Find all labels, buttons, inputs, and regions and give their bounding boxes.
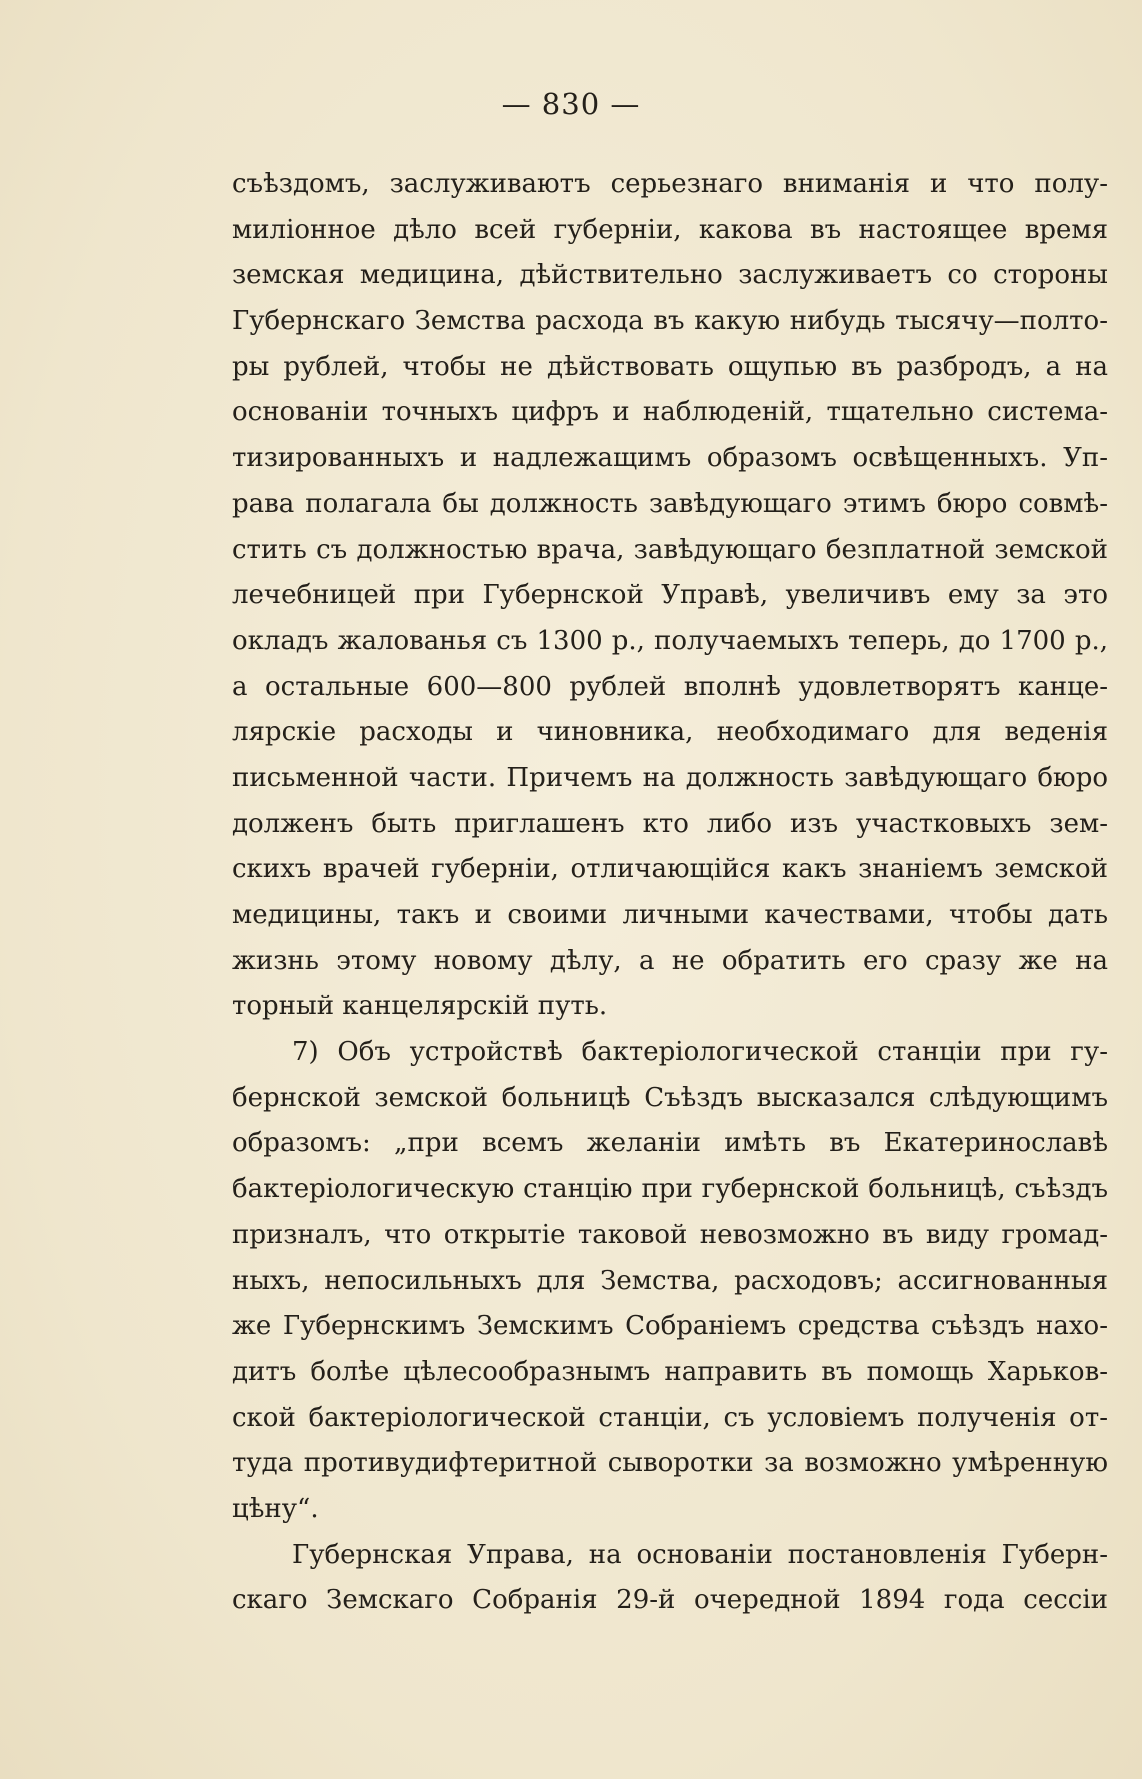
text-line: лечебницей при Губернской Управѣ, увеличивъ ему за это xyxy=(232,580,1108,611)
page-number: — 830 — xyxy=(501,87,641,121)
text-line: жизнь этому новому дѣлу, а не обратить его сразу же на xyxy=(232,945,1108,976)
text-line: туда противудифтеритной сыворотки за возможно умѣренную xyxy=(232,1448,1108,1479)
text-line: долженъ быть приглашенъ кто либо изъ участковыхъ зем- xyxy=(232,808,1108,839)
text-line: съѣздомъ, заслуживаютъ серьезнаго вниманія и что полу- xyxy=(232,169,1108,199)
text-line: стить съ должностью врача, завѣдующаго безплатной земской xyxy=(232,534,1108,565)
text-line: бактеріологическую станцію при губернской больницѣ, съѣздъ xyxy=(232,1174,1108,1205)
text-line: письменной части. Причемъ на должность завѣдующаго бюро xyxy=(232,762,1108,793)
text-line: тизированныхъ и надлежащимъ образомъ освѣщенныхъ. Уп- xyxy=(232,443,1108,474)
text-line: рава полагала бы должность завѣдующаго этимъ бюро совмѣ- xyxy=(232,488,1108,519)
text-line: Губернскаго Земства расхода въ какую нибудь тысячу—полто- xyxy=(232,306,1108,337)
text-line: медицины, такъ и своими личными качествами, чтобы дать xyxy=(232,900,1108,930)
text-line: торный канцелярскій путь. xyxy=(232,991,608,1022)
text-line: ры рублей, чтобы не дѣйствовать ощупью въ разбродъ, а на xyxy=(232,351,1108,382)
text-line: дитъ болѣе цѣлесообразнымъ направить въ помощь Харьков- xyxy=(232,1356,1108,1387)
text-line: ныхъ, непосильныхъ для Земства, расходовъ; ассигнованныя xyxy=(232,1265,1108,1296)
text-line: скихъ врачей губерніи, отличающійся какъ знаніемъ земской xyxy=(232,854,1108,885)
text-line: окладъ жалованья съ 1300 р., получаемыхъ теперь, до 1700 р., xyxy=(232,625,1108,656)
text-line: же Губернскимъ Земскимъ Собраніемъ средства съѣздъ нахо- xyxy=(232,1311,1108,1342)
text-line: скаго Земскаго Собранія 29-й очередной 1894 года сессіи xyxy=(232,1585,1108,1616)
body-text xyxy=(232,162,1108,1624)
text-line: земская медицина, дѣйствительно заслуживаетъ со стороны xyxy=(232,260,1108,291)
text-line: а остальные 600—800 рублей вполнѣ удовлетворятъ канце- xyxy=(232,671,1108,702)
text-line: образомъ: „при всемъ желаніи имѣть въ Екатеринославѣ xyxy=(232,1128,1108,1159)
text-line: цѣну“. xyxy=(232,1493,319,1524)
text-line: 7) Объ устройствѣ бактеріологической станціи при гу- xyxy=(292,1037,1108,1068)
text-line: основаніи точныхъ цифръ и наблюденій, тщательно система- xyxy=(232,397,1108,428)
text-line: призналъ, что открытіе таковой невозможно въ виду громад- xyxy=(232,1219,1108,1250)
text-line: миліонное дѣло всей губерніи, какова въ настоящее время xyxy=(232,214,1108,245)
text-line: ской бактеріологической станціи, съ условіемъ полученія от- xyxy=(232,1402,1108,1433)
text-line: бернской земской больницѣ Съѣздъ высказался слѣдующимъ xyxy=(232,1082,1108,1113)
text-line: лярскіе расходы и чиновника, необходимаго для веденія xyxy=(232,717,1108,748)
text-line: Губернская Управа, на основаніи постановленія Губерн- xyxy=(292,1539,1108,1570)
